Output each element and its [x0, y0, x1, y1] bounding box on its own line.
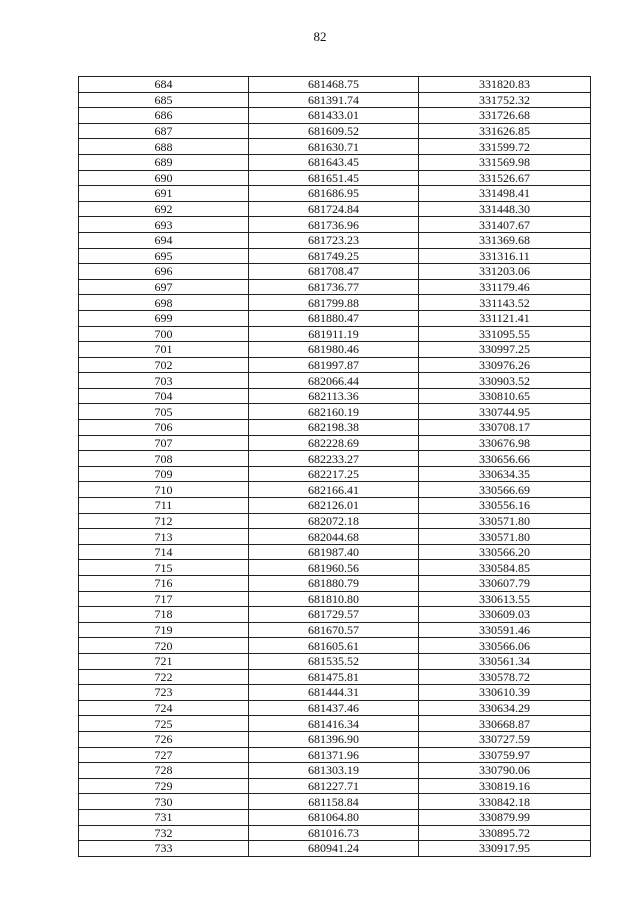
point-number-cell: 707: [79, 435, 249, 451]
x-coordinate-cell: 681391.74: [249, 92, 419, 108]
table-row: [79, 201, 591, 217]
point-number-cell: 695: [79, 248, 249, 264]
y-coordinate-cell: 330578.72: [419, 669, 591, 685]
y-coordinate-cell: 330744.95: [419, 404, 591, 420]
table-row: [79, 622, 591, 638]
y-coordinate-cell: 330727.59: [419, 731, 591, 747]
point-number-cell: 713: [79, 529, 249, 545]
table-row: [79, 248, 591, 264]
x-coordinate-cell: 681433.01: [249, 108, 419, 124]
table-row: [79, 92, 591, 108]
y-coordinate-cell: 330613.55: [419, 591, 591, 607]
y-coordinate-cell: 331121.41: [419, 310, 591, 326]
table-row: [79, 217, 591, 233]
point-number-cell: 730: [79, 794, 249, 810]
table-row: [79, 778, 591, 794]
table-row: [79, 731, 591, 747]
point-number-cell: 733: [79, 841, 249, 857]
table-row: [79, 388, 591, 404]
table-row: [79, 170, 591, 186]
point-number-cell: 699: [79, 310, 249, 326]
y-coordinate-cell: 330895.72: [419, 825, 591, 841]
x-coordinate-cell: 681475.81: [249, 669, 419, 685]
y-coordinate-cell: 331498.41: [419, 186, 591, 202]
table-row: [79, 420, 591, 436]
table-row: [79, 638, 591, 654]
point-number-cell: 705: [79, 404, 249, 420]
y-coordinate-cell: 331752.32: [419, 92, 591, 108]
table-row: [79, 498, 591, 514]
table-row: [79, 529, 591, 545]
x-coordinate-cell: 681810.80: [249, 591, 419, 607]
point-number-cell: 731: [79, 809, 249, 825]
x-coordinate-cell: 682072.18: [249, 513, 419, 529]
y-coordinate-cell: 330790.06: [419, 763, 591, 779]
point-number-cell: 702: [79, 357, 249, 373]
x-coordinate-cell: 681736.77: [249, 279, 419, 295]
y-coordinate-cell: 330609.03: [419, 607, 591, 623]
x-coordinate-cell: 681630.71: [249, 139, 419, 155]
x-coordinate-cell: 681064.80: [249, 809, 419, 825]
y-coordinate-cell: 331143.52: [419, 295, 591, 311]
point-number-cell: 698: [79, 295, 249, 311]
y-coordinate-cell: 330668.87: [419, 716, 591, 732]
x-coordinate-cell: 682066.44: [249, 373, 419, 389]
point-number-cell: 721: [79, 653, 249, 669]
y-coordinate-cell: 330759.97: [419, 747, 591, 763]
table-row: [79, 108, 591, 124]
table-row: [79, 326, 591, 342]
x-coordinate-cell: 681437.46: [249, 700, 419, 716]
x-coordinate-cell: 681880.47: [249, 310, 419, 326]
y-coordinate-cell: 331820.83: [419, 77, 591, 93]
table-row: [79, 310, 591, 326]
point-number-cell: 693: [79, 217, 249, 233]
table-row: [79, 404, 591, 420]
y-coordinate-cell: 331316.11: [419, 248, 591, 264]
x-coordinate-cell: 681708.47: [249, 264, 419, 280]
table-row: [79, 154, 591, 170]
y-coordinate-cell: 330566.69: [419, 482, 591, 498]
x-coordinate-cell: 681960.56: [249, 560, 419, 576]
table-row: [79, 186, 591, 202]
x-coordinate-cell: 681303.19: [249, 763, 419, 779]
point-number-cell: 711: [79, 498, 249, 514]
point-number-cell: 701: [79, 342, 249, 358]
point-number-cell: 685: [79, 92, 249, 108]
y-coordinate-cell: 331448.30: [419, 201, 591, 217]
table-row: [79, 264, 591, 280]
y-coordinate-cell: 330566.06: [419, 638, 591, 654]
point-number-cell: 691: [79, 186, 249, 202]
x-coordinate-cell: 682228.69: [249, 435, 419, 451]
x-coordinate-cell: 681670.57: [249, 622, 419, 638]
x-coordinate-cell: 681729.57: [249, 607, 419, 623]
table-row: [79, 747, 591, 763]
table-row: [79, 716, 591, 732]
y-coordinate-cell: 331626.85: [419, 123, 591, 139]
table-row: [79, 482, 591, 498]
point-number-cell: 689: [79, 154, 249, 170]
x-coordinate-cell: 681987.40: [249, 544, 419, 560]
y-coordinate-cell: 330571.80: [419, 529, 591, 545]
point-number-cell: 724: [79, 700, 249, 716]
x-coordinate-cell: 681609.52: [249, 123, 419, 139]
point-number-cell: 704: [79, 388, 249, 404]
point-number-cell: 729: [79, 778, 249, 794]
table-row: [79, 232, 591, 248]
point-number-cell: 710: [79, 482, 249, 498]
x-coordinate-cell: 681643.45: [249, 154, 419, 170]
x-coordinate-cell: 682217.25: [249, 466, 419, 482]
table-row: [79, 435, 591, 451]
x-coordinate-cell: 681880.79: [249, 576, 419, 592]
table-row: [79, 841, 591, 857]
y-coordinate-cell: 330610.39: [419, 685, 591, 701]
y-coordinate-cell: 330917.95: [419, 841, 591, 857]
x-coordinate-cell: 681444.31: [249, 685, 419, 701]
y-coordinate-cell: 330566.20: [419, 544, 591, 560]
point-number-cell: 694: [79, 232, 249, 248]
point-number-cell: 688: [79, 139, 249, 155]
point-number-cell: 717: [79, 591, 249, 607]
x-coordinate-cell: 681724.84: [249, 201, 419, 217]
y-coordinate-cell: 330842.18: [419, 794, 591, 810]
table-row: [79, 591, 591, 607]
x-coordinate-cell: 681158.84: [249, 794, 419, 810]
y-coordinate-cell: 330634.35: [419, 466, 591, 482]
x-coordinate-cell: 682126.01: [249, 498, 419, 514]
y-coordinate-cell: 330571.80: [419, 513, 591, 529]
y-coordinate-cell: 331726.68: [419, 108, 591, 124]
table-row: [79, 794, 591, 810]
table-row: [79, 685, 591, 701]
point-number-cell: 725: [79, 716, 249, 732]
point-number-cell: 687: [79, 123, 249, 139]
point-number-cell: 715: [79, 560, 249, 576]
x-coordinate-cell: 681416.34: [249, 716, 419, 732]
table-row: [79, 825, 591, 841]
y-coordinate-cell: 330591.46: [419, 622, 591, 638]
table-row: [79, 700, 591, 716]
point-number-cell: 708: [79, 451, 249, 467]
table-row: [79, 513, 591, 529]
table-row: [79, 77, 591, 93]
y-coordinate-cell: 330708.17: [419, 420, 591, 436]
point-number-cell: 700: [79, 326, 249, 342]
table-row: [79, 763, 591, 779]
table-row: [79, 607, 591, 623]
table-row: [79, 809, 591, 825]
y-coordinate-cell: 330810.65: [419, 388, 591, 404]
point-number-cell: 686: [79, 108, 249, 124]
coordinates-table-body: [79, 77, 591, 857]
x-coordinate-cell: 682113.36: [249, 388, 419, 404]
x-coordinate-cell: 681997.87: [249, 357, 419, 373]
table-row: [79, 295, 591, 311]
point-number-cell: 719: [79, 622, 249, 638]
table-row: [79, 466, 591, 482]
y-coordinate-cell: 330656.66: [419, 451, 591, 467]
y-coordinate-cell: 331599.72: [419, 139, 591, 155]
point-number-cell: 692: [79, 201, 249, 217]
x-coordinate-cell: 681736.96: [249, 217, 419, 233]
x-coordinate-cell: 681651.45: [249, 170, 419, 186]
point-number-cell: 727: [79, 747, 249, 763]
x-coordinate-cell: 681396.90: [249, 731, 419, 747]
x-coordinate-cell: 681749.25: [249, 248, 419, 264]
x-coordinate-cell: 680941.24: [249, 841, 419, 857]
y-coordinate-cell: 330819.16: [419, 778, 591, 794]
point-number-cell: 718: [79, 607, 249, 623]
table-row: [79, 669, 591, 685]
y-coordinate-cell: 330561.34: [419, 653, 591, 669]
point-number-cell: 706: [79, 420, 249, 436]
table-row: [79, 357, 591, 373]
point-number-cell: 726: [79, 731, 249, 747]
point-number-cell: 696: [79, 264, 249, 280]
table-row: [79, 139, 591, 155]
x-coordinate-cell: 681686.95: [249, 186, 419, 202]
y-coordinate-cell: 330997.25: [419, 342, 591, 358]
point-number-cell: 722: [79, 669, 249, 685]
x-coordinate-cell: 681227.71: [249, 778, 419, 794]
table-row: [79, 451, 591, 467]
x-coordinate-cell: 682233.27: [249, 451, 419, 467]
point-number-cell: 709: [79, 466, 249, 482]
point-number-cell: 690: [79, 170, 249, 186]
x-coordinate-cell: 681605.61: [249, 638, 419, 654]
y-coordinate-cell: 331569.98: [419, 154, 591, 170]
table-row: [79, 342, 591, 358]
point-number-cell: 697: [79, 279, 249, 295]
y-coordinate-cell: 330976.26: [419, 357, 591, 373]
table-row: [79, 123, 591, 139]
point-number-cell: 732: [79, 825, 249, 841]
y-coordinate-cell: 331203.06: [419, 264, 591, 280]
y-coordinate-cell: 330556.16: [419, 498, 591, 514]
x-coordinate-cell: 682166.41: [249, 482, 419, 498]
table-row: [79, 279, 591, 295]
point-number-cell: 684: [79, 77, 249, 93]
page-number: 82: [313, 29, 327, 44]
table-row: [79, 576, 591, 592]
table-row: [79, 653, 591, 669]
point-number-cell: 728: [79, 763, 249, 779]
x-coordinate-cell: 682198.38: [249, 420, 419, 436]
point-number-cell: 712: [79, 513, 249, 529]
y-coordinate-cell: 330676.98: [419, 435, 591, 451]
table-row: [79, 544, 591, 560]
y-coordinate-cell: 330903.52: [419, 373, 591, 389]
y-coordinate-cell: 330634.29: [419, 700, 591, 716]
x-coordinate-cell: 681911.19: [249, 326, 419, 342]
x-coordinate-cell: 681468.75: [249, 77, 419, 93]
y-coordinate-cell: 330607.79: [419, 576, 591, 592]
coordinates-table: [78, 76, 591, 857]
y-coordinate-cell: 330879.99: [419, 809, 591, 825]
point-number-cell: 716: [79, 576, 249, 592]
x-coordinate-cell: 681799.88: [249, 295, 419, 311]
y-coordinate-cell: 331526.67: [419, 170, 591, 186]
x-coordinate-cell: 681980.46: [249, 342, 419, 358]
y-coordinate-cell: 331179.46: [419, 279, 591, 295]
point-number-cell: 720: [79, 638, 249, 654]
x-coordinate-cell: 681723.23: [249, 232, 419, 248]
y-coordinate-cell: 330584.85: [419, 560, 591, 576]
y-coordinate-cell: 331407.67: [419, 217, 591, 233]
x-coordinate-cell: 681016.73: [249, 825, 419, 841]
y-coordinate-cell: 331095.55: [419, 326, 591, 342]
point-number-cell: 714: [79, 544, 249, 560]
point-number-cell: 723: [79, 685, 249, 701]
x-coordinate-cell: 681371.96: [249, 747, 419, 763]
x-coordinate-cell: 681535.52: [249, 653, 419, 669]
table-row: [79, 560, 591, 576]
x-coordinate-cell: 682044.68: [249, 529, 419, 545]
y-coordinate-cell: 331369.68: [419, 232, 591, 248]
table-row: [79, 373, 591, 389]
x-coordinate-cell: 682160.19: [249, 404, 419, 420]
point-number-cell: 703: [79, 373, 249, 389]
